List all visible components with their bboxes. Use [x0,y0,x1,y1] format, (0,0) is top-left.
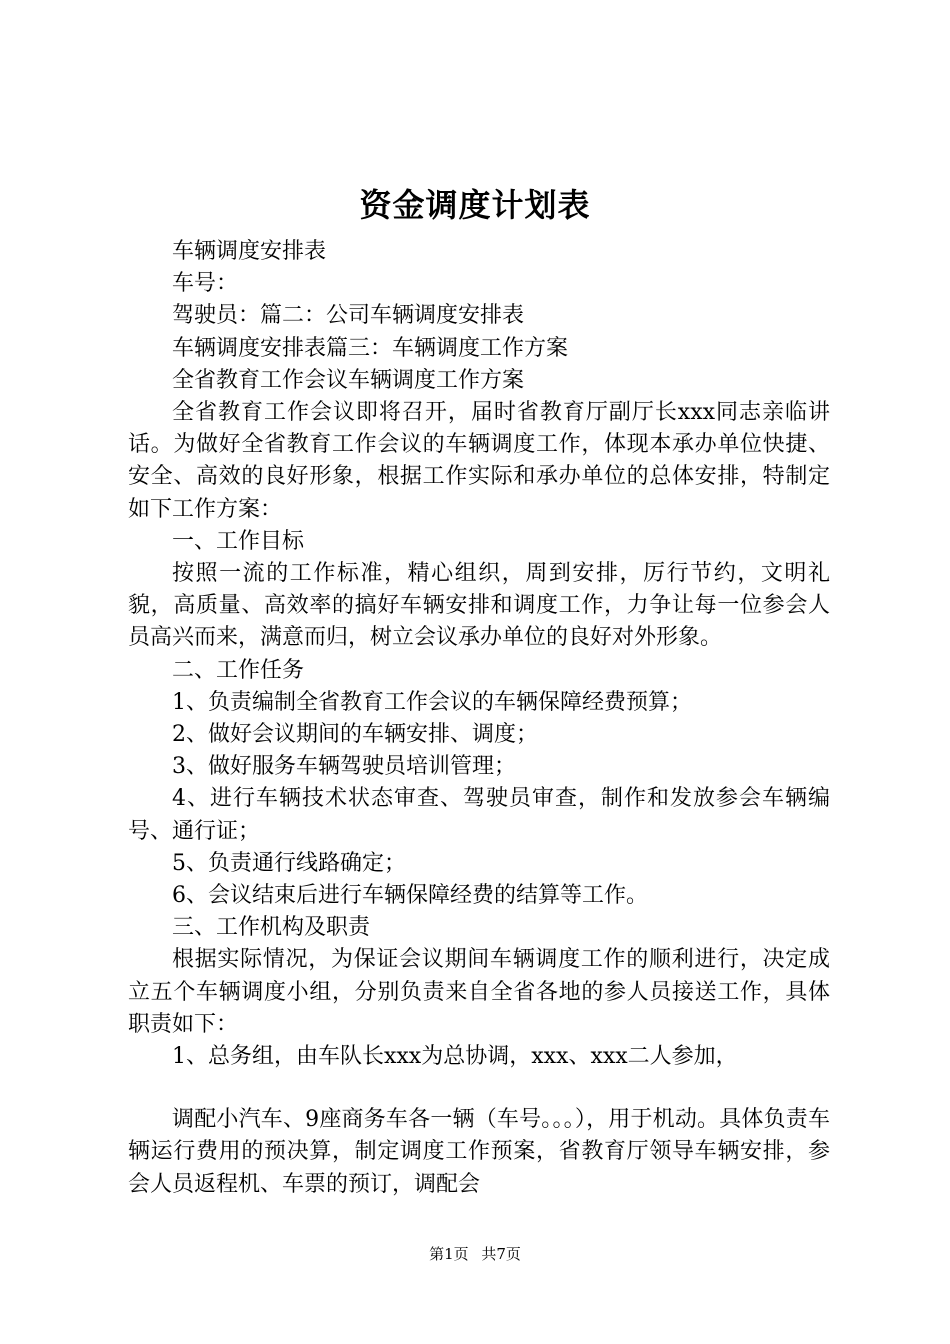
section-heading: 一、工作目标 [172,528,305,554]
list-item: 5、负责通行线路确定； [172,850,406,876]
list-item: 6、会议结束后进行车辆保障经费的结算等工作。 [172,883,648,909]
list-item: 1、总务组，由车队长xxx为总协调，xxx、xxx二人参加， [172,1044,738,1070]
section-heading: 二、工作任务 [172,657,305,683]
paragraph: 调配小汽车、9座商务车各一辆（车号。。。），用于机动。具体负责车辆运行费用的预决算，制定调度工作预案，省教育厅领导车辆安排，参会人员返程机、车票的预订，调配会 [128,1107,830,1197]
paragraph: 车辆调度安排表 [172,239,327,264]
section-heading: 三、工作机构及职责 [172,915,371,941]
document-title: 资金调度计划表 [359,186,591,224]
paragraph: 车号： [172,271,239,297]
page-footer [0,1244,950,1264]
paragraph: 按照一流的工作标准，精心组织，周到安排，厉行节约，文明礼貌，高质量、高效率的搞好车辆安排和调度工作，力争让每一位参会人员高兴而来，满意而归，树立会议承办单位的良好对外形象。 [128,561,830,651]
list-item: 4、进行车辆技术状态审查、驾驶员审查，制作和发放参会车辆编号、通行证； [128,786,830,844]
document-body [128,236,830,1201]
paragraph: 全省教育工作会议车辆调度工作方案 [172,367,525,393]
paragraph: 驾驶员：篇二：公司车辆调度安排表 [172,303,525,329]
paragraph: 车辆调度安排表篇三：车辆调度工作方案 [172,335,569,361]
paragraph: 根据实际情况，为保证会议期间车辆调度工作的顺利进行，决定成立五个车辆调度小组，分别负责来自全省各地的参人员接送工作，具体职责如下： [128,947,830,1037]
paragraph: 全省教育工作会议即将召开，届时省教育厅副厅长xxx同志亲临讲话。为做好全省教育工作会议的车辆调度工作，体现本承办单位快捷、安全、高效的良好形象，根据工作实际和承办单位的总体安排，特制定如下工作方案： [128,400,830,522]
list-item: 3、做好服务车辆驾驶员培训管理； [172,754,516,780]
list-item: 1、负责编制全省教育工作会议的车辆保障经费预算； [172,689,692,715]
page-total: 共7页 [481,1245,521,1263]
list-item: 2、做好会议期间的车辆安排、调度； [172,722,538,748]
page-number: 第1页 [429,1245,469,1263]
